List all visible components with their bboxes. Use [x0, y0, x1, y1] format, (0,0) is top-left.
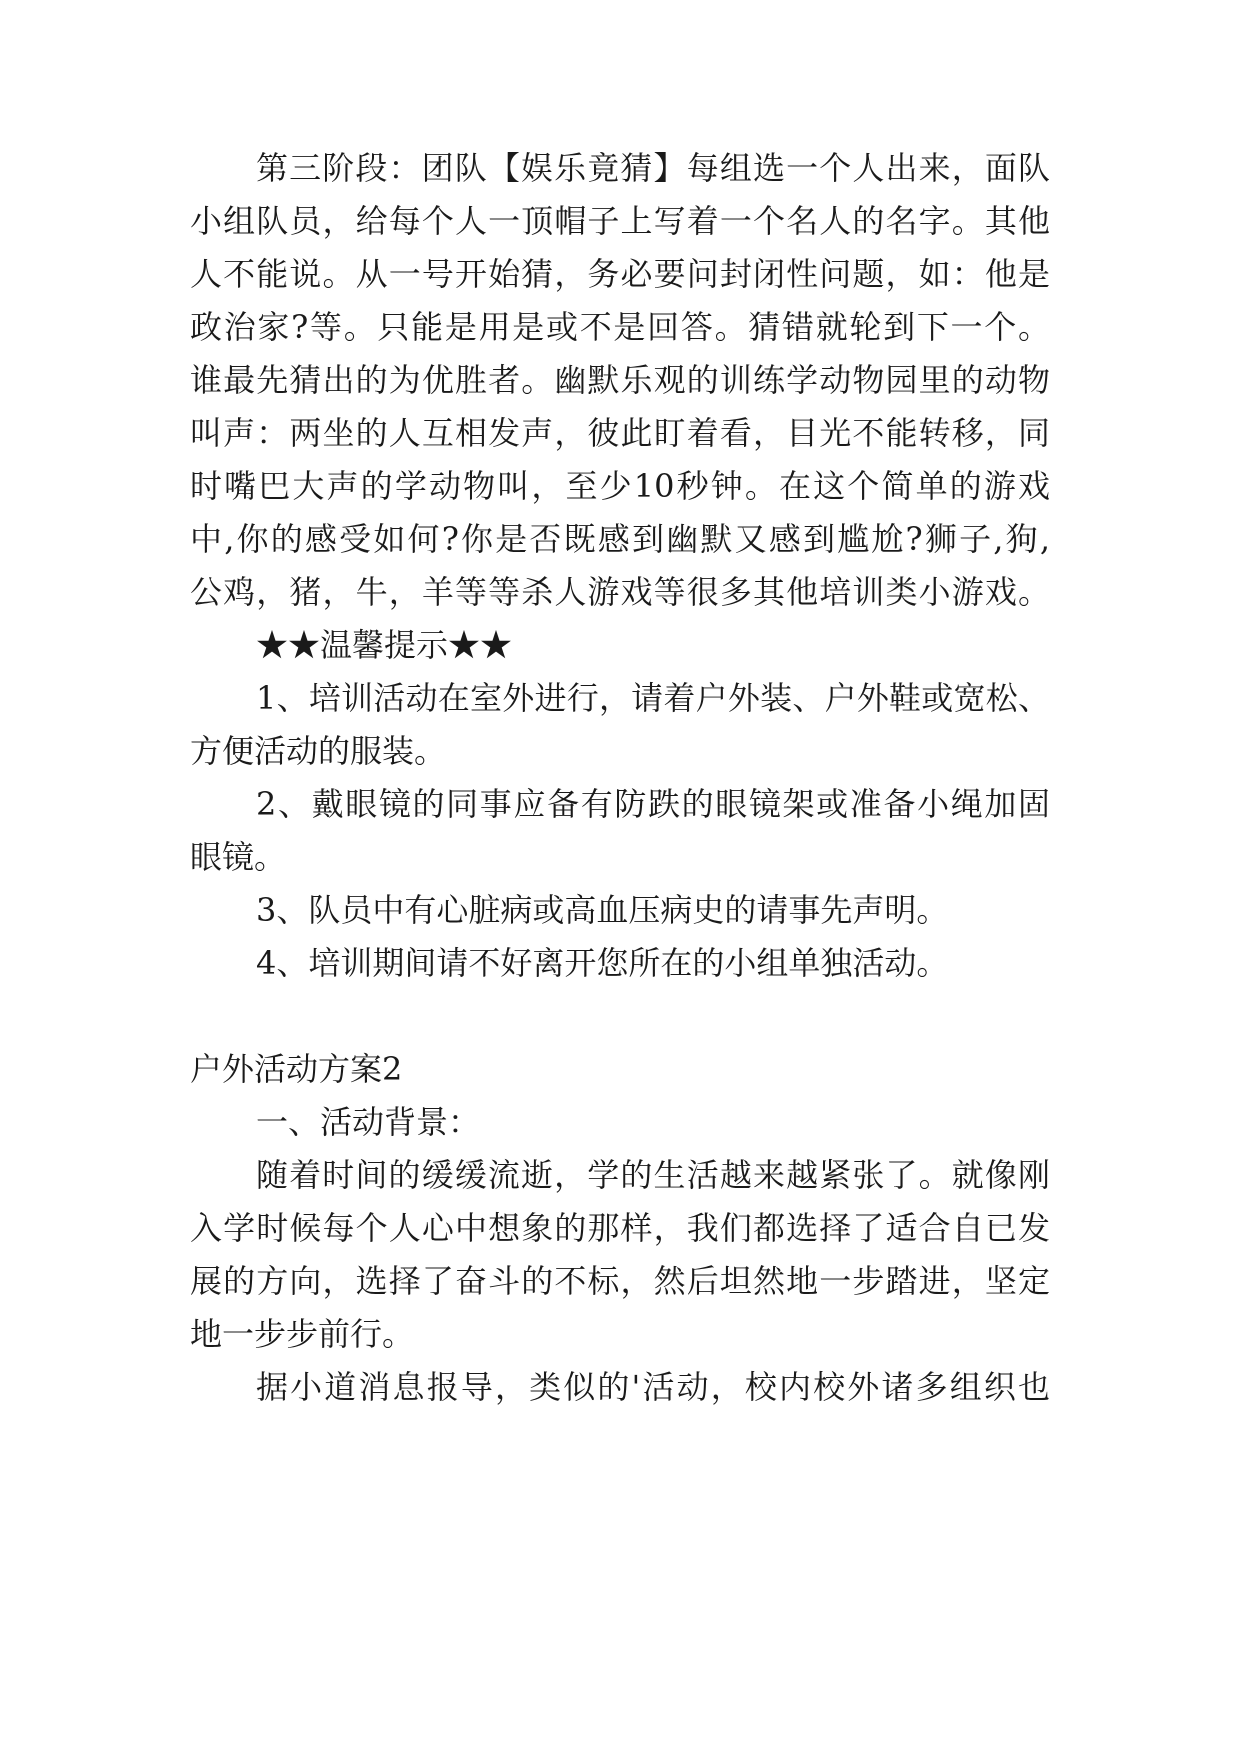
paragraph-line: 时嘴巴大声的学动物叫，至少10秒钟。在这个简单的游戏 — [190, 467, 1050, 505]
paragraph-line: 入学时候每个人心中想象的那样，我们都选择了适合自已发 — [190, 1209, 1050, 1247]
paragraph-line: 地一步步前行。 — [190, 1315, 415, 1353]
paragraph-line: 公鸡，猪，牛，羊等等杀人游戏等很多其他培训类小游戏。 — [190, 573, 1050, 611]
tips-heading: ★★温馨提示★★ — [256, 626, 513, 664]
tip-item-line: 方便活动的服装。 — [190, 732, 447, 770]
paragraph-line: 第三阶段：团队【娱乐竟猜】每组选一个人出来，面队 — [256, 149, 1050, 187]
paragraph-line: 叫声：两坐的人互相发声，彼此盯着看，目光不能转移，同 — [190, 414, 1050, 452]
tip-item-line: 3、队员中有心脏病或高血压病史的请事先声明。 — [256, 891, 949, 929]
paragraph-line: 政治家?等。只能是用是或不是回答。猜错就轮到下一个。 — [190, 308, 1050, 346]
tip-item-line: 4、培训期间请不好离开您所在的小组单独活动。 — [256, 944, 949, 982]
paragraph-line: 小组队员，给每个人一顶帽子上写着一个名人的名字。其他 — [190, 202, 1050, 240]
paragraph-line: 展的方向，选择了奋斗的不标，然后坦然地一步踏进，坚定 — [190, 1262, 1050, 1300]
tip-item-line: 1、培训活动在室外进行，请着户外装、户外鞋或宽松、 — [256, 679, 1050, 717]
subsection-heading: 一、活动背景： — [256, 1103, 481, 1141]
paragraph-line: 据小道消息报导，类似的'活动，校内校外诸多组织也 — [256, 1368, 1050, 1406]
paragraph-line: 人不能说。从一号开始猜，务必要问封闭性问题，如：他是 — [190, 255, 1050, 293]
tip-item-line: 眼镜。 — [190, 838, 287, 876]
paragraph-line: 随着时间的缓缓流逝，学的生活越来越紧张了。就像刚 — [256, 1156, 1050, 1194]
paragraph-line: 中,你的感受如何?你是否既感到幽默又感到尴尬?狮子,狗, — [190, 520, 1050, 558]
section-title: 户外活动方案2 — [190, 1050, 403, 1088]
paragraph-line: 谁最先猜出的为优胜者。幽默乐观的训练学动物园里的动物 — [190, 361, 1050, 399]
tip-item-line: 2、戴眼镜的同事应备有防跌的眼镜架或准备小绳加固 — [256, 785, 1050, 823]
